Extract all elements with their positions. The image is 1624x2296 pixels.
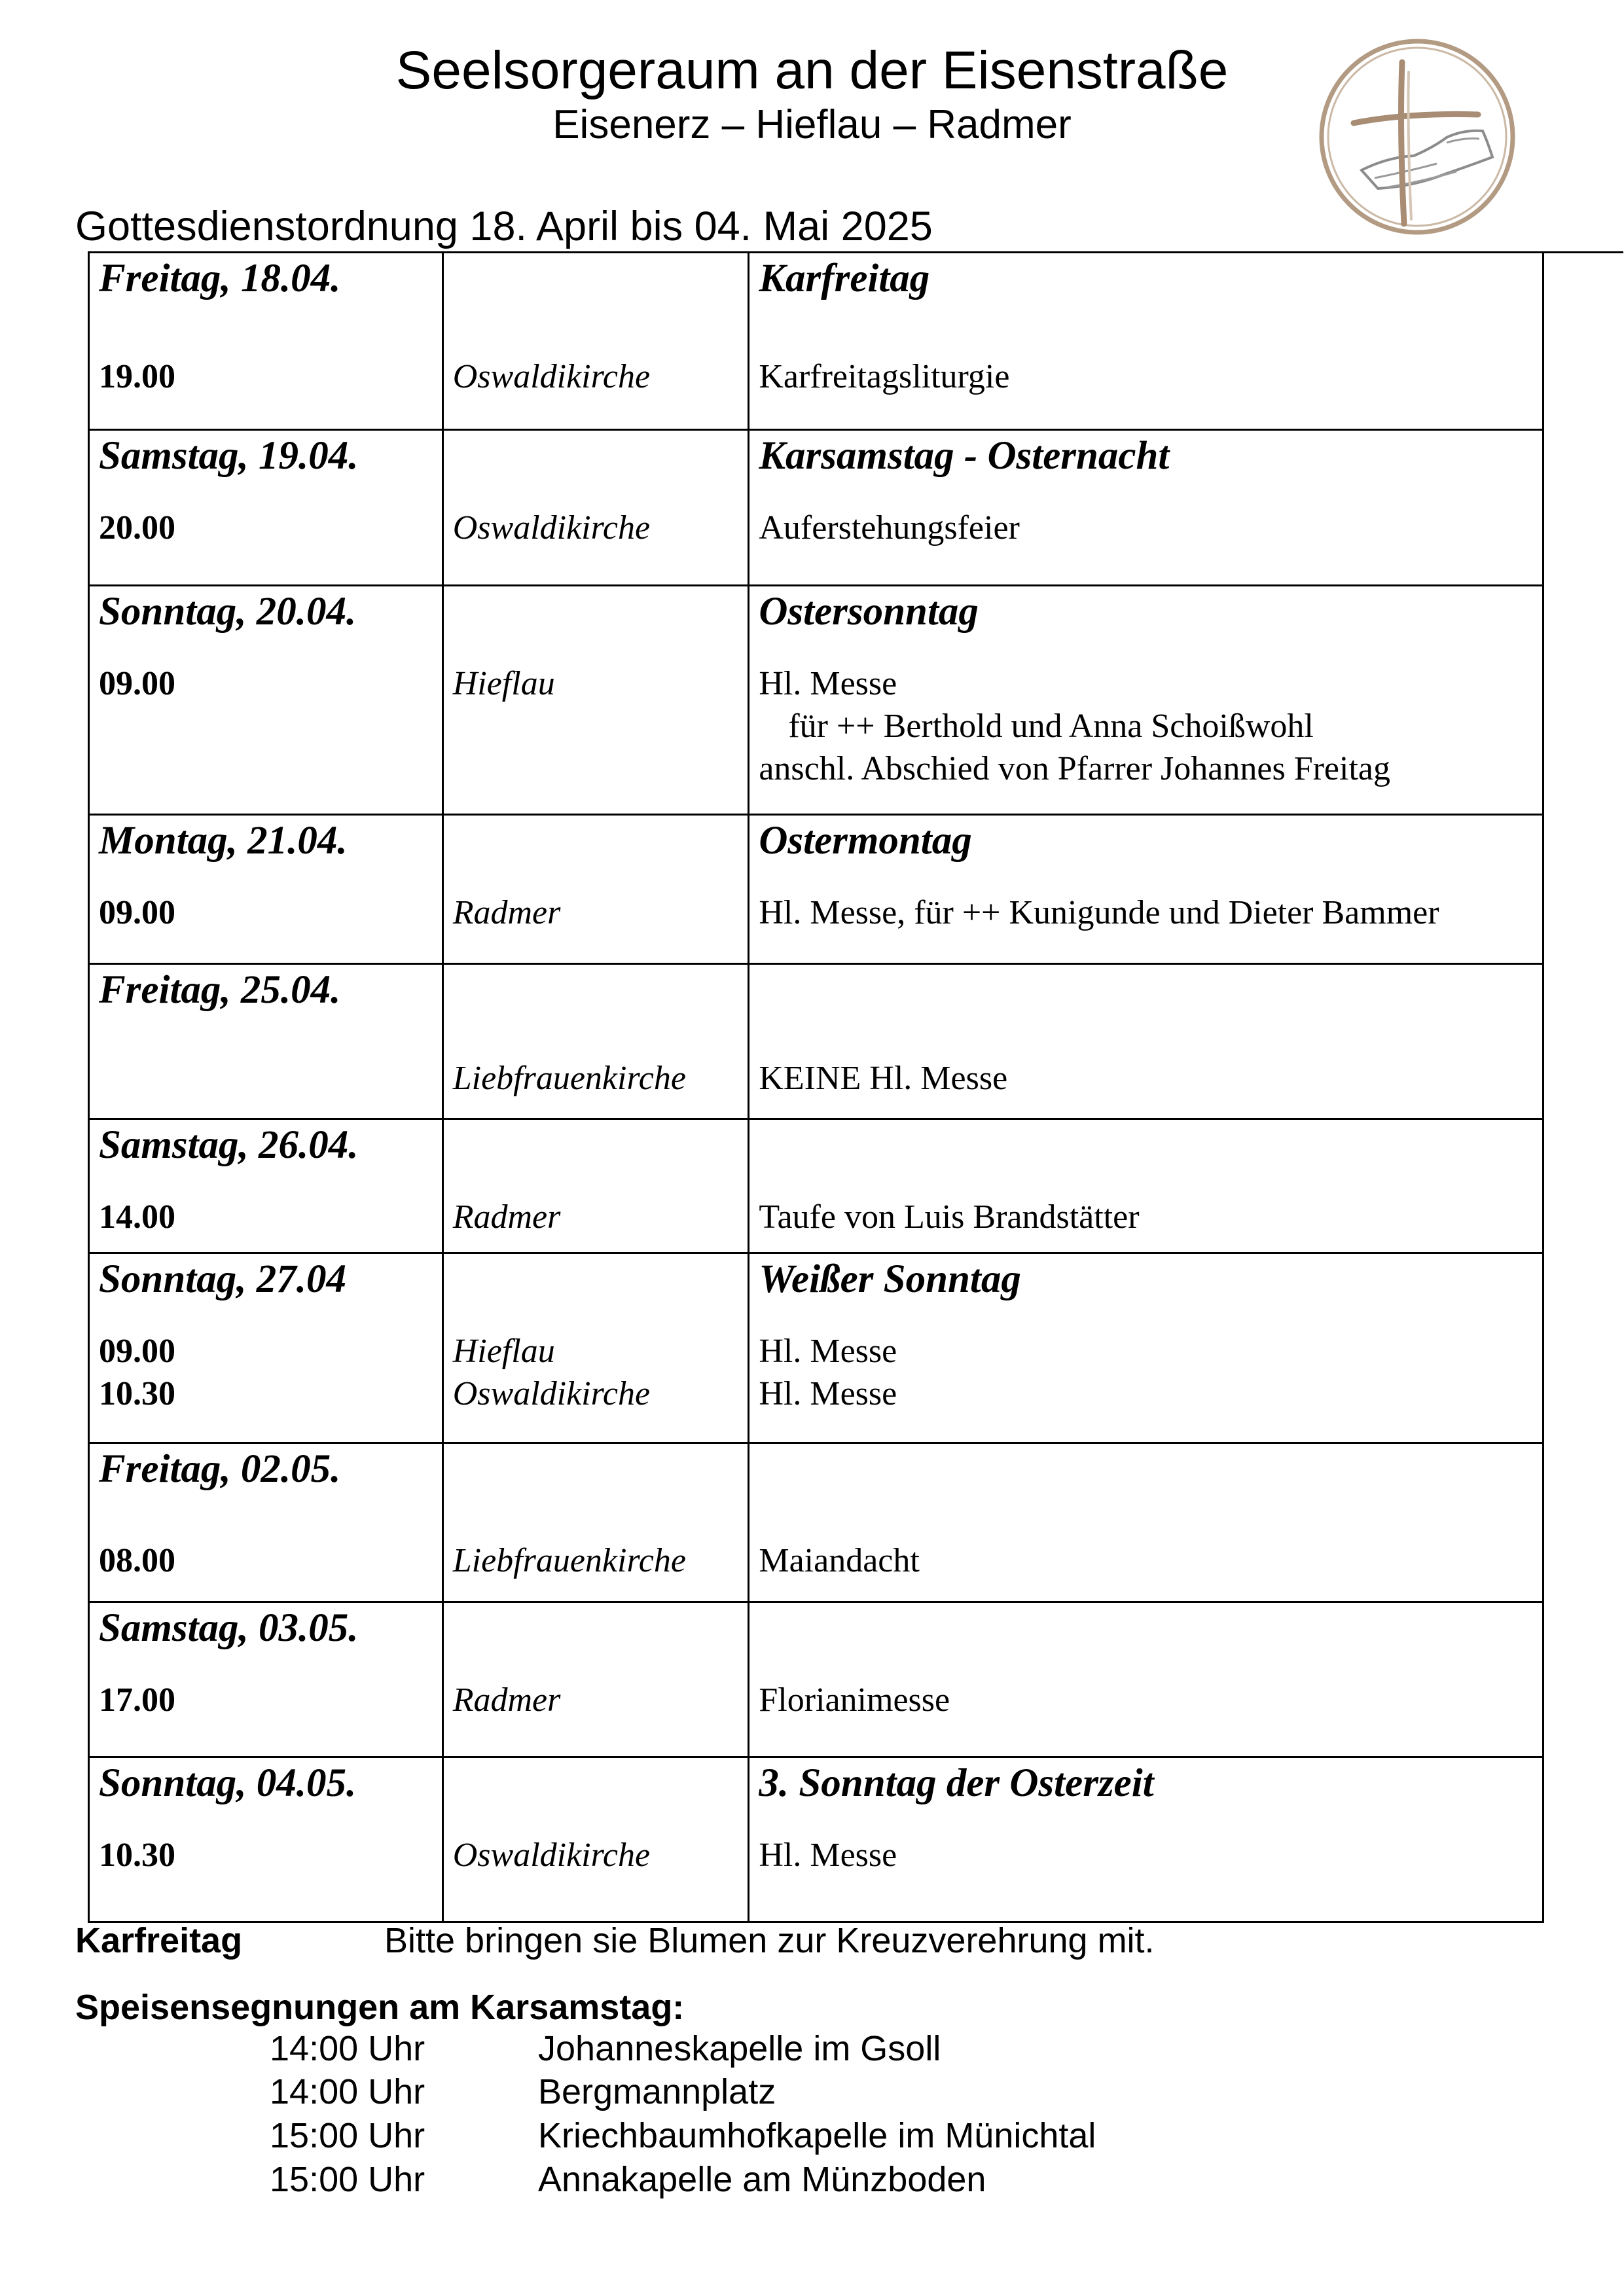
schedule-cell-place [442, 1757, 749, 1922]
day-label: Sonntag, 04.05. [99, 1761, 357, 1805]
service-location: Radmer [452, 1198, 561, 1236]
page-title: Seelsorgeraum an der Eisenstraße [395, 41, 1229, 100]
schedule-cell-service [749, 1119, 1543, 1253]
logo-cross-vertical [1401, 62, 1404, 224]
schedule-row [89, 1602, 1543, 1757]
schedule-row [89, 1119, 1543, 1253]
schedule-row [89, 430, 1543, 586]
blessing-place: Annakapelle am Münzboden [538, 2160, 986, 2199]
day-label: Freitag, 18.04. [99, 257, 341, 300]
schedule-row [89, 586, 1543, 815]
feast-title: Ostersonntag [759, 590, 979, 634]
blessing-time: 14:00 Uhr [270, 2029, 425, 2068]
schedule-cell-service [749, 1602, 1543, 1757]
schedule-cell-time [89, 964, 443, 1119]
service-location: Liebfrauenkirche [452, 1060, 686, 1097]
service-description: Hl. Messe [759, 1837, 897, 1874]
schedule-cell-time [89, 253, 443, 430]
day-label: Samstag, 19.04. [99, 434, 359, 478]
blessing-time: 15:00 Uhr [270, 2116, 425, 2155]
feast-title: Ostermontag [759, 819, 972, 863]
feast-title: Karfreitag [759, 257, 930, 300]
feast-title: Karsamstag - Osternacht [759, 434, 1170, 478]
service-description: Maiandacht [759, 1542, 920, 1579]
service-description: Taufe von Luis Brandstätter [759, 1198, 1140, 1236]
logo-ring-inner [1328, 48, 1506, 226]
service-time: 09.00 [99, 665, 175, 702]
logo-cross-shadow [1409, 72, 1412, 219]
day-label: Freitag, 02.05. [99, 1447, 341, 1491]
schedule-cell-service [749, 815, 1543, 964]
blessing-heading: Speisensegnungen am Karsamstag: [75, 1988, 685, 2027]
service-time: 10.30 [99, 1375, 175, 1412]
service-location: Oswaldikirche [452, 1837, 651, 1874]
service-location: Radmer [452, 1681, 561, 1719]
service-description: Hl. Messe [759, 1375, 897, 1412]
schedule-cell-service [749, 430, 1543, 586]
schedule-cell-place [442, 1443, 749, 1602]
cross-mountain-icon [1316, 33, 1519, 241]
schedule-cell-service [749, 253, 1543, 430]
schedule-cell-time [89, 1602, 443, 1757]
logo-mountain-ridge [1375, 139, 1479, 187]
day-label: Sonntag, 20.04. [99, 590, 357, 634]
logo-cross-horizontal [1354, 115, 1478, 123]
schedule-cell-time [89, 1443, 443, 1602]
service-time: 08.00 [99, 1542, 175, 1579]
service-location: Liebfrauenkirche [452, 1542, 686, 1579]
service-description: für ++ Berthold und Anna Schoißwohl [788, 708, 1314, 745]
service-time: 10.30 [99, 1837, 175, 1874]
day-label: Montag, 21.04. [99, 819, 348, 863]
service-location: Oswaldikirche [452, 358, 651, 395]
service-time: 17.00 [99, 1681, 175, 1719]
service-description: Hl. Messe [759, 1333, 897, 1370]
service-time: 20.00 [99, 509, 175, 547]
schedule-cell-place [442, 430, 749, 586]
schedule-row [89, 1253, 1543, 1443]
service-description: anschl. Abschied von Pfarrer Johannes Freitag [759, 750, 1390, 787]
schedule-cell-service [749, 1253, 1543, 1443]
feast-title: Weißer Sonntag [759, 1257, 1021, 1301]
schedule-cell-place [442, 964, 749, 1119]
blessing-time: 15:00 Uhr [270, 2160, 425, 2199]
schedule-cell-service [749, 586, 1543, 815]
schedule-cell-place [442, 586, 749, 815]
schedule-row [89, 253, 1543, 430]
service-time: 19.00 [99, 358, 175, 395]
schedule-row [89, 1757, 1543, 1922]
schedule-cell-place [442, 1253, 749, 1443]
blessing-place: Johanneskapelle im Gsoll [538, 2029, 941, 2068]
service-description: Auferstehungsfeier [759, 509, 1020, 547]
schedule-cell-time [89, 430, 443, 586]
schedule-cell-service [749, 964, 1543, 1119]
karfreitag-note-text: Bitte bringen sie Blumen zur Kreuzverehrung mit. [384, 1921, 1155, 1960]
schedule-cell-service [749, 1757, 1543, 1922]
service-location: Oswaldikirche [452, 1375, 651, 1412]
day-label: Sonntag, 27.04 [99, 1257, 346, 1301]
feast-title: 3. Sonntag der Osterzeit [759, 1761, 1154, 1805]
service-description: Hl. Messe [759, 665, 897, 702]
service-time: 09.00 [99, 894, 175, 931]
karfreitag-note-label: Karfreitag [75, 1921, 243, 1960]
schedule-row [89, 1443, 1543, 1602]
service-location: Oswaldikirche [452, 509, 651, 547]
page-subtitle: Eisenerz – Hieflau – Radmer [552, 102, 1072, 147]
service-location: Hieflau [452, 665, 555, 702]
service-time: 14.00 [99, 1198, 175, 1236]
schedule-heading: Gottesdienstordnung 18. April bis 04. Mai 2025 [75, 204, 933, 249]
day-label: Freitag, 25.04. [99, 968, 341, 1012]
schedule-cell-place [442, 253, 749, 430]
schedule-cell-place [442, 1119, 749, 1253]
service-description: Florianimesse [759, 1681, 950, 1719]
blessing-place: Kriechbaumhofkapelle im Münichtal [538, 2116, 1096, 2155]
blessing-place: Bergmannplatz [538, 2072, 776, 2111]
schedule-cell-time [89, 815, 443, 964]
service-description: Hl. Messe, für ++ Kunigunde und Dieter Bammer [759, 894, 1439, 931]
service-location: Hieflau [452, 1333, 555, 1370]
day-label: Samstag, 26.04. [99, 1123, 359, 1167]
service-time: 09.00 [99, 1333, 175, 1370]
service-description: Karfreitagsliturgie [759, 358, 1010, 395]
schedule-cell-time [89, 586, 443, 815]
schedule-cell-time [89, 1757, 443, 1922]
day-label: Samstag, 03.05. [99, 1606, 359, 1650]
schedule-body [89, 253, 1543, 1922]
schedule-cell-place [442, 1602, 749, 1757]
schedule-cell-time [89, 1253, 443, 1443]
service-description: KEINE Hl. Messe [759, 1060, 1008, 1097]
blessing-time: 14:00 Uhr [270, 2072, 425, 2111]
schedule-cell-service [749, 1443, 1543, 1602]
schedule-row [89, 815, 1543, 964]
schedule-table [88, 251, 1544, 1923]
schedule-row [89, 964, 1543, 1119]
service-location: Radmer [452, 894, 561, 931]
schedule-cell-time [89, 1119, 443, 1253]
schedule-cell-place [442, 815, 749, 964]
